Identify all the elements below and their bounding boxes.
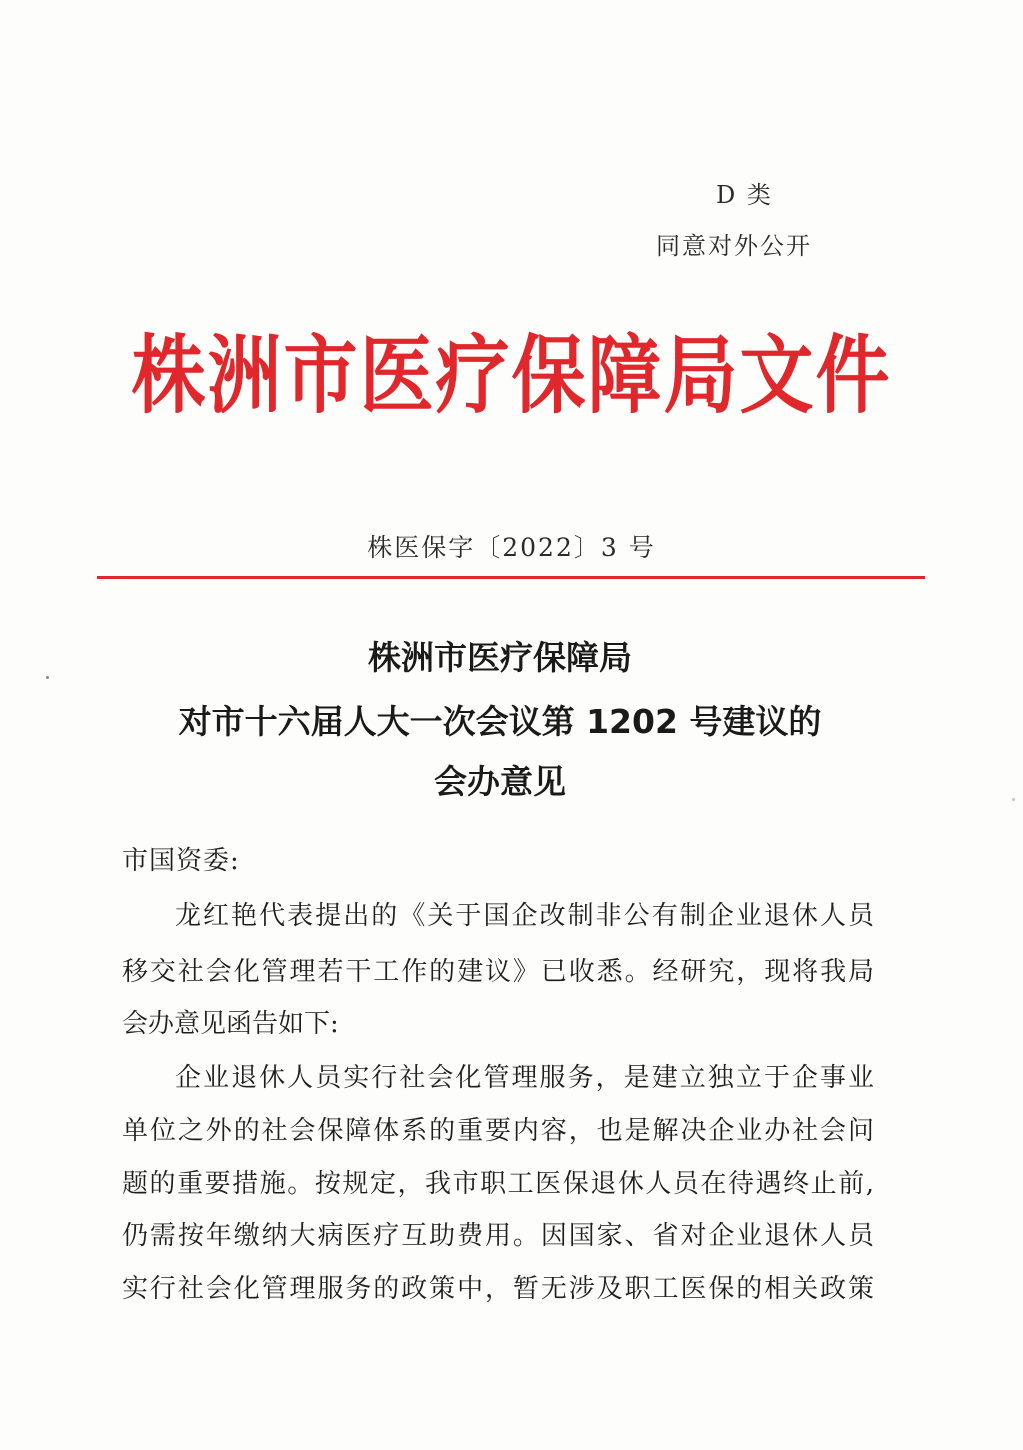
scan-speck [1012,798,1015,801]
disclosure-label: 同意对外公开 [656,232,812,260]
classification-label: D 类 [716,181,773,209]
body-paragraph-2-line-3: 题的重要措施。按规定，我市职工医保退休人员在待遇终止前, [122,1169,874,1199]
body-paragraph-2-line-2: 单位之外的社会保障体系的重要内容，也是解决企业办社会问 [122,1116,874,1146]
subject-title-line-2: 对市十六届人大一次会议第 1202 号建议的 [178,702,822,741]
subject-title-line-1: 株洲市医疗保障局 [368,638,632,677]
document-number: 株医保字〔2022〕3 号 [367,533,656,562]
body-paragraph-1-line-3: 会办意见函告如下: [122,1009,339,1039]
addressee: 市国资委: [122,846,240,876]
subject-title-line-3: 会办意见 [434,762,566,801]
red-header-title: 株洲市医疗保障局文件 [131,326,892,426]
scan-speck [46,676,49,679]
body-paragraph-2-line-4: 仍需按年缴纳大病医疗互助费用。因国家、省对企业退休人员 [122,1221,874,1251]
body-paragraph-2-line-1: 企业退休人员实行社会化管理服务，是建立独立于企事业 [175,1063,874,1093]
body-paragraph-1-line-1: 龙红艳代表提出的《关于国企改制非公有制企业退休人员 [175,901,874,931]
red-divider-line [97,576,925,579]
body-paragraph-2-line-5: 实行社会化管理服务的政策中，暂无涉及职工医保的相关政策 [122,1274,874,1304]
body-paragraph-1-line-2: 移交社会化管理若干工作的建议》已收悉。经研究，现将我局 [122,957,874,987]
